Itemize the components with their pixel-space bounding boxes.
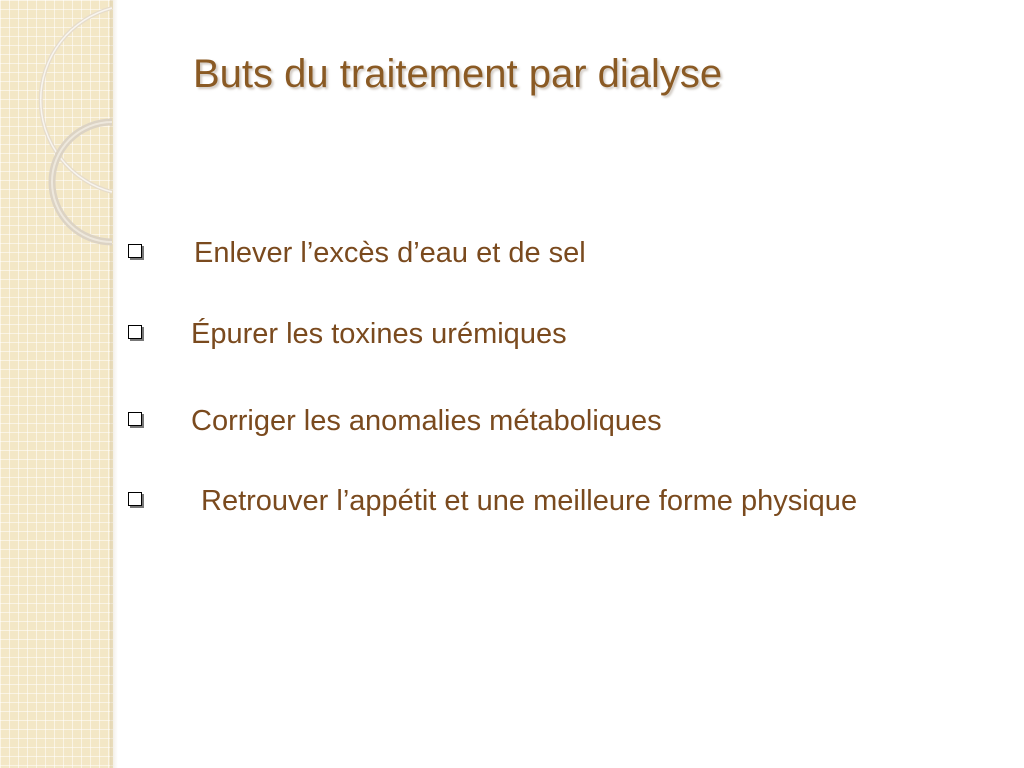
bullet-text: Retrouver l’appétit et une meilleure forme physique	[201, 485, 858, 517]
checkbox-icon	[128, 244, 142, 258]
slide-title: Buts du traitement par dialyse	[193, 52, 723, 96]
bullet-text: Enlever l’excès d’eau et de sel	[194, 237, 586, 269]
bullet-text: Corriger les anomalies métaboliques	[191, 405, 662, 437]
bullet-text: Épurer les toxines urémiques	[191, 318, 567, 350]
decorative-rings	[0, 0, 160, 260]
checkbox-icon	[128, 325, 142, 339]
checkbox-icon	[128, 412, 142, 426]
checkbox-icon	[128, 492, 142, 506]
